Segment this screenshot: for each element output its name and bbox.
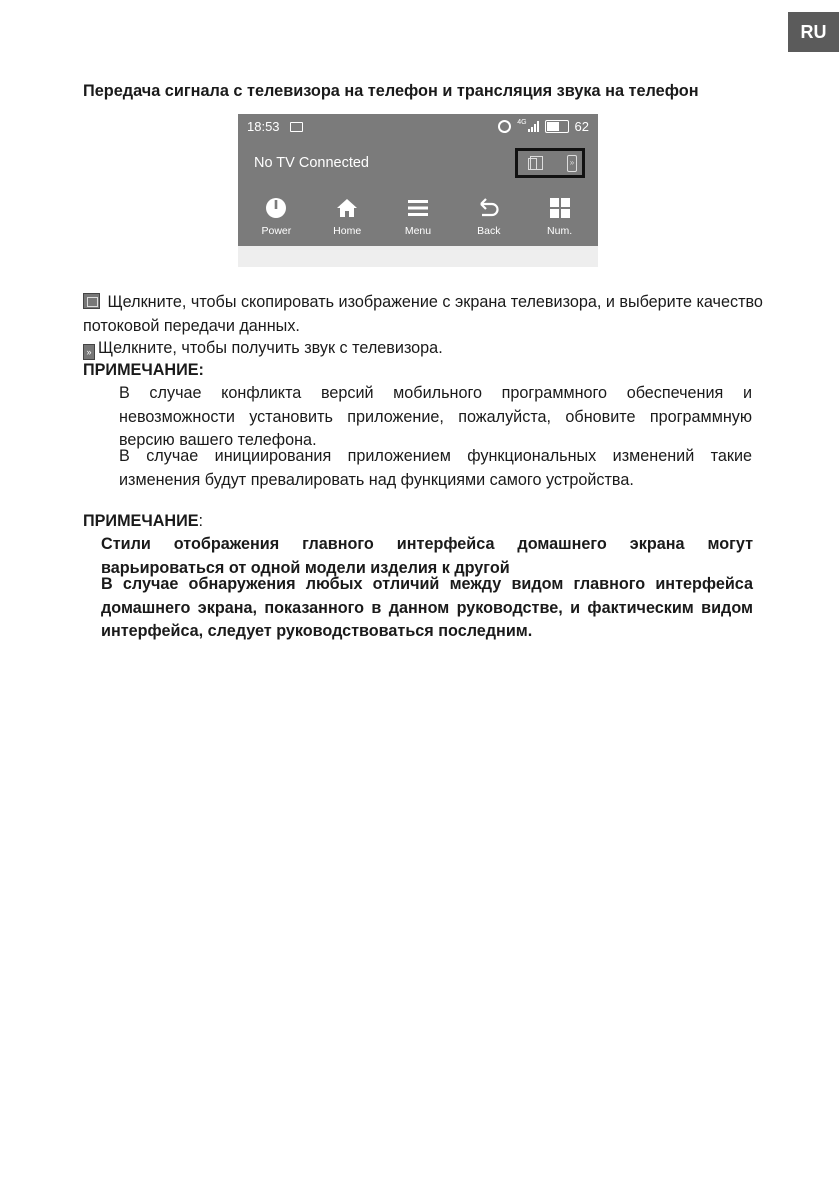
remote-nav xyxy=(238,197,598,237)
note1-item-1: В случае конфликта версий мобильного программного обеспечения и невозможности установить приложение, пожалуйста, обновите программную версию вашего телефона. xyxy=(119,384,752,449)
cast-controls-highlight xyxy=(515,148,585,178)
signal-icon xyxy=(528,121,539,132)
note2-title-text: ПРИМЕЧАНИЕ xyxy=(83,512,199,530)
back-label: Back xyxy=(477,225,501,237)
num-label: Num. xyxy=(547,225,573,237)
note1-item-2: В случае инициирования приложением функциональных изменений такие изменения будут превалировать над функциями самого устройства. xyxy=(119,447,752,489)
status-bar xyxy=(238,114,598,138)
back-button[interactable] xyxy=(459,197,519,237)
network-type: 4G xyxy=(517,119,527,126)
alarm-icon xyxy=(498,120,511,133)
back-icon xyxy=(478,197,500,219)
mirror-instruction xyxy=(83,291,763,338)
phone-bottom-strip xyxy=(238,246,598,267)
num-button[interactable] xyxy=(530,197,590,237)
language-tab: RU xyxy=(788,12,839,52)
menu-icon xyxy=(407,197,429,219)
note2-title xyxy=(83,510,203,534)
audio-instruction-text: Щелкните, чтобы получить звук с телевизора. xyxy=(98,339,443,357)
note1-title: ПРИМЕЧАНИЕ: xyxy=(83,361,204,379)
image-notification-icon xyxy=(290,122,303,132)
phone-screenshot xyxy=(238,114,598,267)
section-heading: Передача сигнала с телевизора на телефон и трансляция звука на телефон xyxy=(83,82,699,100)
battery-icon xyxy=(545,120,569,133)
home-label: Home xyxy=(333,225,362,237)
home-icon xyxy=(336,197,358,219)
grid-icon xyxy=(549,197,571,219)
status-time: 18:53 xyxy=(247,119,280,134)
note2-item-1: Стили отображения главного интерфейса домашнего экрана могут варьироваться от одной модели изделия к другой xyxy=(101,535,753,577)
battery-level: 62 xyxy=(574,119,589,134)
connection-status: No TV Connected xyxy=(254,155,369,171)
menu-button[interactable] xyxy=(388,197,448,237)
note2-colon: : xyxy=(198,512,204,530)
power-label: Power xyxy=(261,225,292,237)
mirror-instruction-text: Щелкните, чтобы скопировать изображение с экрана телевизора, и выберите качество потоковой передачи данных. xyxy=(83,293,763,335)
tv-audio-icon[interactable]: » xyxy=(567,155,577,172)
home-button[interactable] xyxy=(317,197,377,237)
tv-audio-icon: » xyxy=(83,344,95,360)
note2-item-2: В случае обнаружения любых отличий между видом главного интерфейса домашнего экрана, показанного в данном руководстве, и фактическим видом интерфейса, следует руководствоваться последним. xyxy=(101,575,753,640)
audio-instruction xyxy=(83,337,763,361)
power-button[interactable] xyxy=(246,197,306,237)
screen-mirror-icon[interactable] xyxy=(530,156,543,170)
screen-mirror-icon xyxy=(83,293,100,309)
menu-label: Menu xyxy=(404,225,432,237)
power-icon xyxy=(265,197,287,219)
